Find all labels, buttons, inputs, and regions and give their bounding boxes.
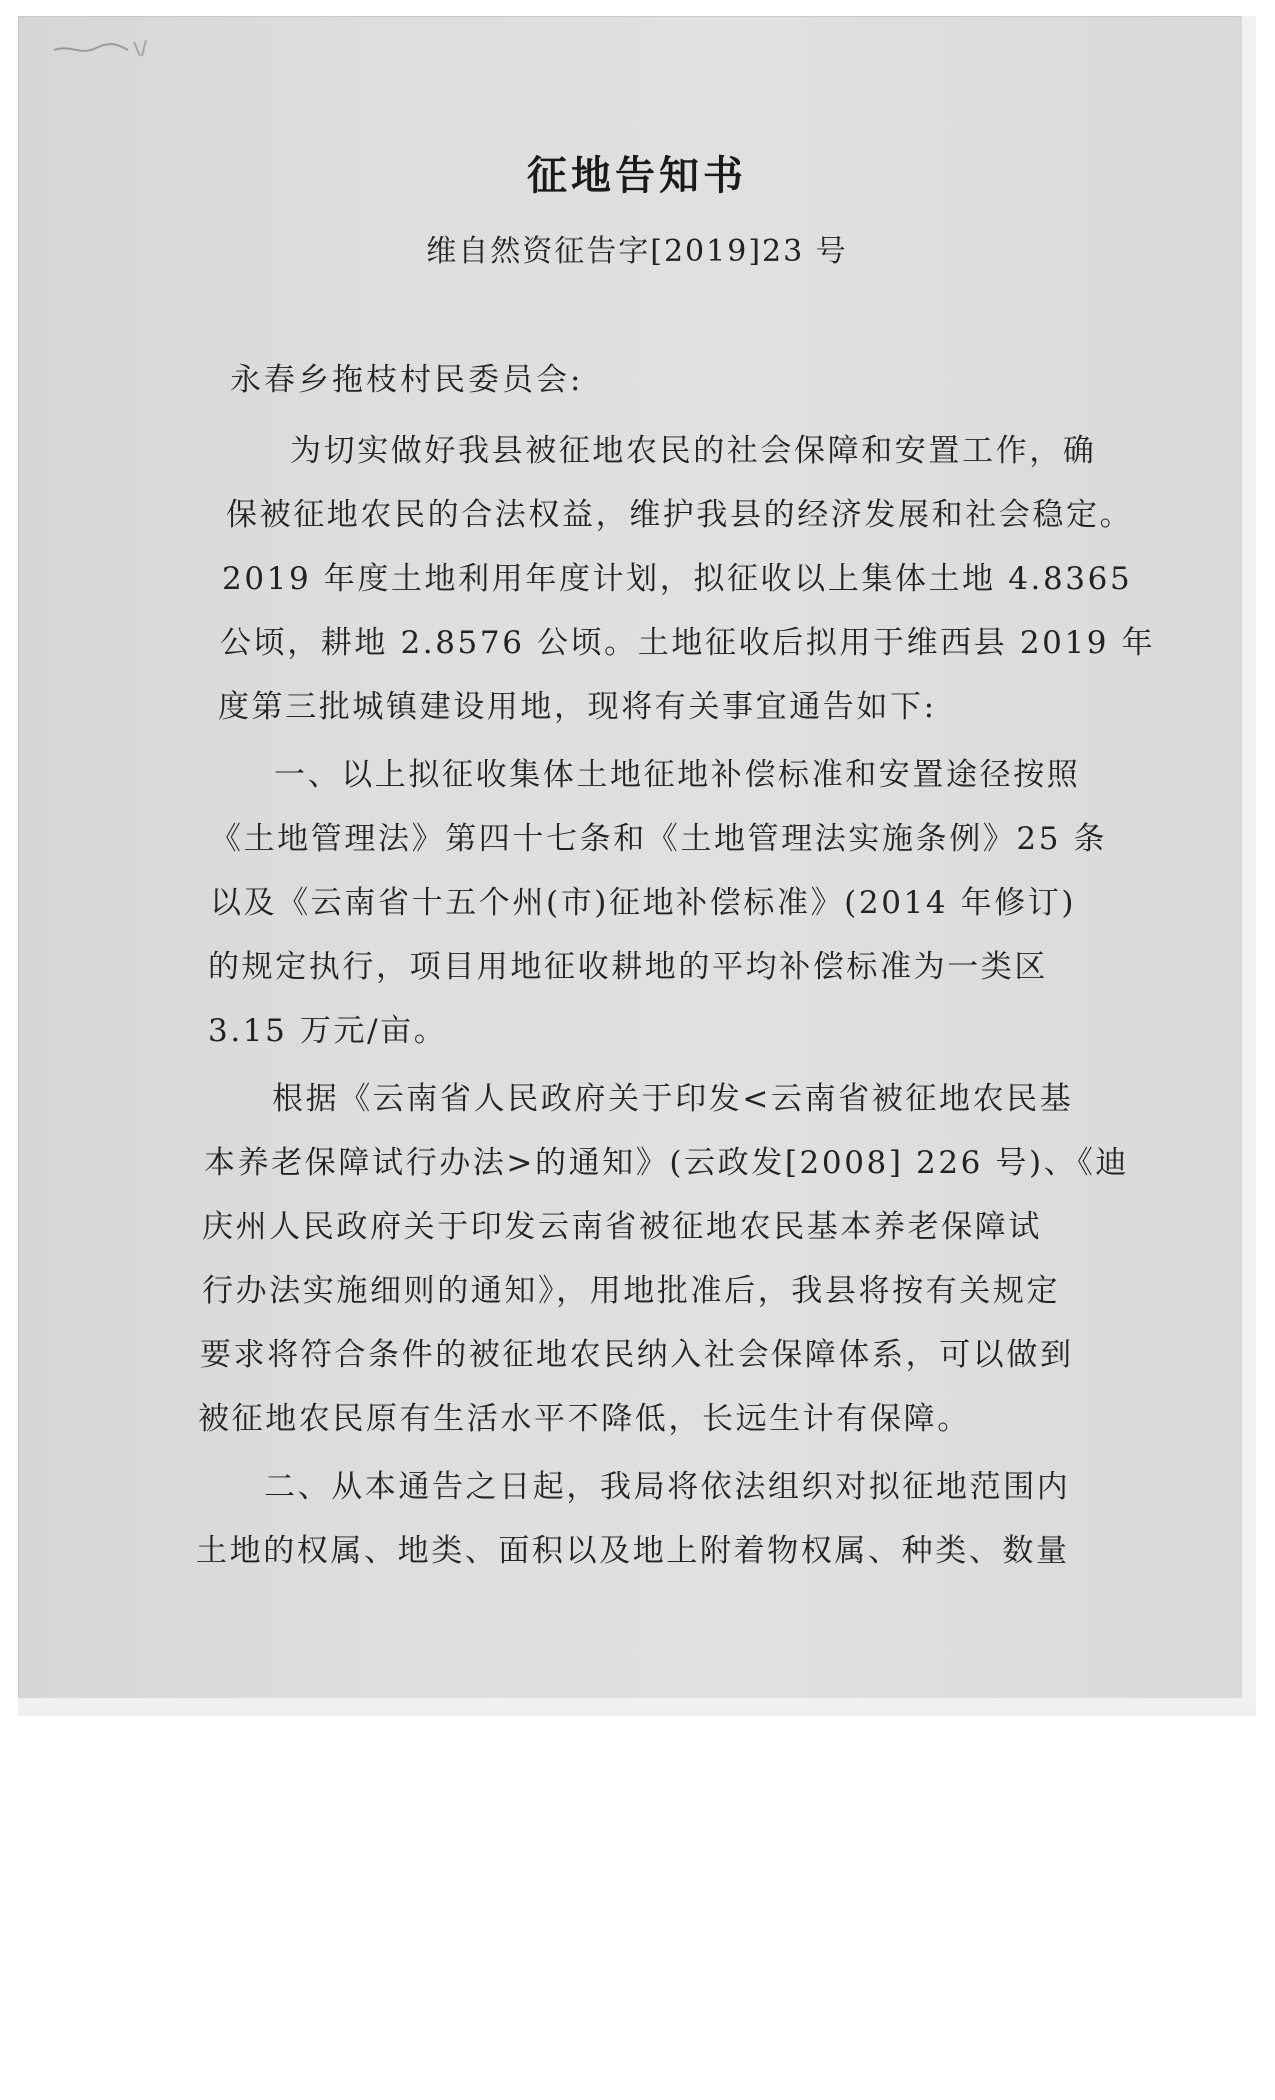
body-line: 3.15 万元/亩。 [208,1013,448,1049]
document-title: 征地告知书 [527,152,747,199]
corner-scribble [50,34,160,64]
body-line: 本养老保障试行办法>的通知》(云政发[2008] 226 号)、《迪 [204,1145,1130,1181]
body-line: 以及《云南省十五个州(市)征地补偿标准》(2014 年修订) [210,885,1077,921]
body-line: 要求将符合条件的被征地农民纳入社会保障体系，可以做到 [200,1337,1074,1373]
document-number: 维自然资征告字[2019]23 号 [426,234,848,269]
scan-right-edge [1242,16,1256,1716]
body-line: 的规定执行，项目用地征收耕地的平均补偿标准为一类区 [208,949,1048,985]
body-line: 行办法实施细则的通知》，用地批准后，我县将按有关规定 [202,1273,1061,1309]
body-line: 度第三批城镇建设用地，现将有关事宜通告如下: [218,689,937,725]
body-line: 被征地农民原有生活水平不降低，长远生计有保障。 [198,1401,971,1437]
body-line: 庆州人民政府关于印发云南省被征地农民基本养老保障试 [202,1209,1042,1245]
body-line: 土地的权属、地类、面积以及地上附着物权属、种类、数量 [196,1533,1070,1569]
scanned-page [18,16,1256,1716]
body-line: 《土地管理法》第四十七条和《土地管理法实施条例》25 条 [210,821,1108,857]
body-line: 2019 年度土地利用年度计划，拟征收以上集体土地 4.8365 [222,561,1133,597]
body-line: 为切实做好我县被征地农民的社会保障和安置工作，确 [290,433,1097,469]
body-line: 一、以上拟征收集体土地征地补偿标准和安置途径按照 [274,757,1081,793]
scan-bottom-edge [18,1698,1256,1716]
body-line: 保被征地农民的合法权益，维护我县的经济发展和社会稳定。 [226,497,1134,533]
body-line: 根据《云南省人民政府关于印发<云南省被征地农民基 [272,1081,1074,1117]
body-line: 二、从本通告之日起，我局将依法组织对拟征地范围内 [264,1469,1071,1505]
body-line: 公顷，耕地 2.8576 公顷。土地征收后拟用于维西县 2019 年 [220,625,1156,661]
addressee: 永春乡拖枝村民委员会: [230,362,584,398]
